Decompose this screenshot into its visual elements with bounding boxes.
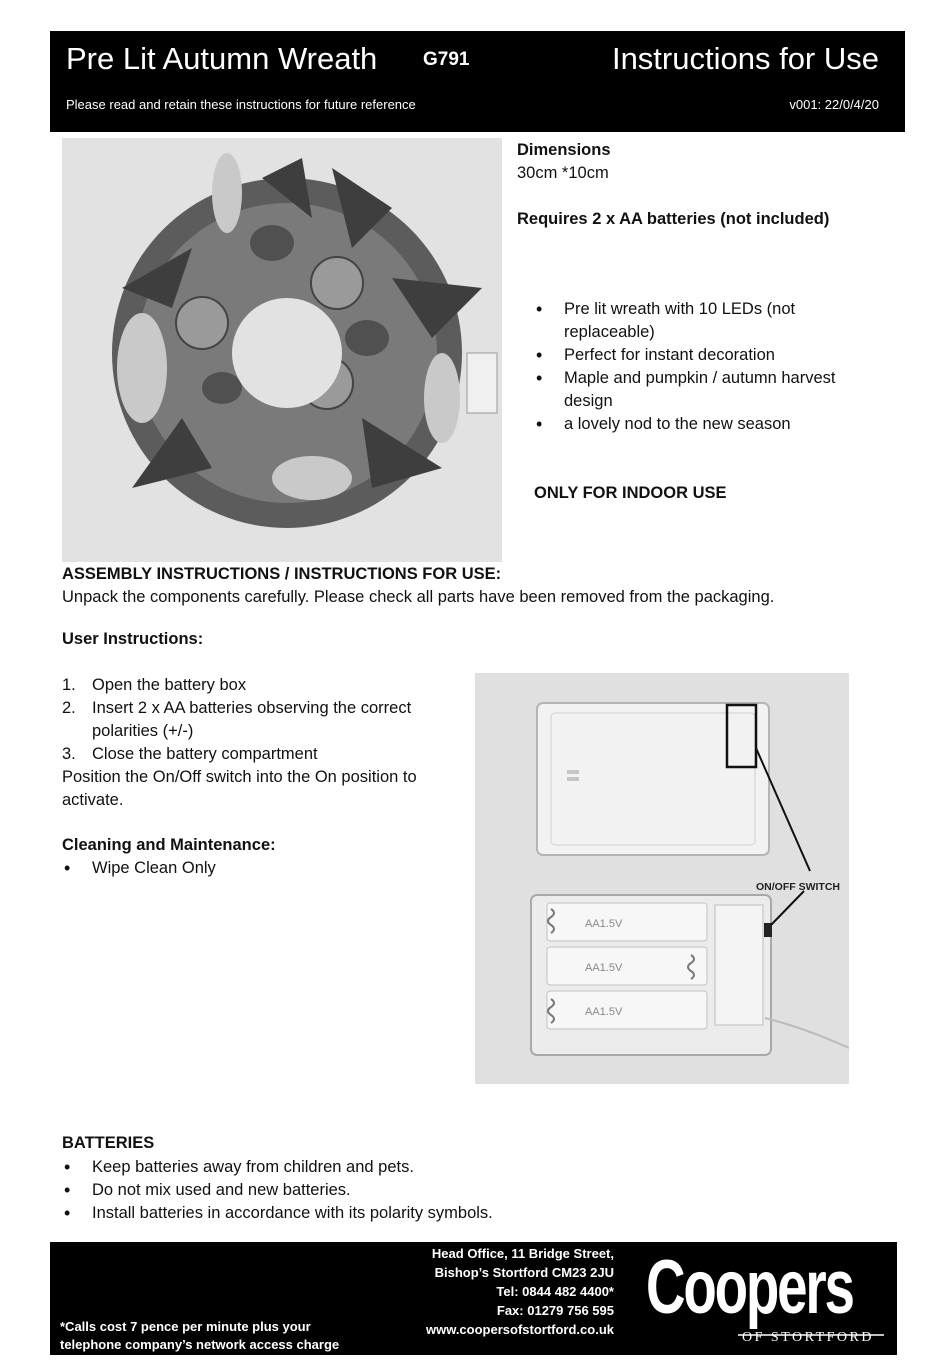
logo-wordmark: Coopers (646, 1245, 853, 1330)
coopers-logo (644, 1245, 884, 1350)
phone-number: Tel: 0844 482 4400* (496, 1284, 614, 1299)
indoor-use-note: ONLY FOR INDOOR USE (534, 484, 727, 502)
assembly-heading: ASSEMBLY INSTRUCTIONS / INSTRUCTIONS FOR USE: (62, 565, 502, 583)
head-office-address (426, 1244, 614, 1339)
step-number: 1. (62, 676, 76, 694)
battery-box-illustration (475, 673, 849, 1084)
product-code: G791 (423, 49, 470, 70)
list-item: • Wipe Clean Only (62, 857, 216, 880)
switch-note: Position the On/Off switch into the On position to activate. (62, 768, 417, 809)
batteries-required: Requires 2 x AA batteries (not included) (517, 210, 830, 228)
list-item: • Do not mix used and new batteries. (62, 1179, 493, 1202)
step-text: Insert 2 x AA batteries observing the correct polarities (+/-) (92, 699, 412, 740)
cleaning-list (62, 857, 216, 880)
list-item: • Keep batteries away from children and pets. (62, 1156, 493, 1179)
version-label: v001: 22/0/4/20 (789, 97, 879, 112)
fax-number: Fax: 01279 756 595 (496, 1303, 614, 1318)
list-item: • a lovely nod to the new season (534, 413, 864, 436)
list-item: • Install batteries in accordance with its polarity symbols. (62, 1202, 493, 1225)
batteries-heading: BATTERIES (62, 1134, 155, 1152)
footer-bar (50, 1242, 897, 1355)
address-line: Bishop’s Stortford CM23 2JU (434, 1265, 614, 1280)
step-text: Close the battery compartment (92, 745, 318, 763)
step-text: Open the battery box (92, 676, 247, 694)
assembly-text: Unpack the components carefully. Please check all parts have been removed from the packaging. (62, 588, 775, 606)
user-instructions-heading: User Instructions: (62, 630, 204, 648)
wreath-photo (62, 138, 502, 562)
list-item: • Perfect for instant decoration (534, 344, 864, 367)
cell-label: AA1.5V (585, 1006, 623, 1018)
product-title: Pre Lit Autumn Wreath (66, 41, 378, 76)
call-cost-line: telephone company’s network access charge (60, 1337, 340, 1352)
switch-callout-label: ON/OFF SWITCH (756, 881, 840, 893)
logo-subtitle: OF STORTFORD (742, 1330, 874, 1345)
document-title: Instructions for Use (611, 41, 879, 76)
instruction-step (62, 743, 452, 766)
list-item: • Pre lit wreath with 10 LEDs (not replaceable) (534, 298, 864, 344)
header-bar (50, 31, 905, 132)
dimensions-value: 30cm *10cm (517, 164, 609, 182)
step-number: 2. (62, 699, 76, 717)
instruction-step (62, 697, 452, 743)
battery-warnings (62, 1156, 493, 1225)
call-cost-note (60, 1318, 339, 1354)
list-item: • Maple and pumpkin / autumn harvest design (534, 367, 864, 413)
website-link[interactable]: www.coopersofstortford.co.uk (425, 1322, 614, 1337)
dimensions-label: Dimensions (517, 141, 611, 159)
cell-label: AA1.5V (585, 918, 623, 930)
battery-box-photo (475, 673, 849, 1084)
feature-list (534, 298, 864, 436)
instruction-steps (62, 674, 452, 766)
retain-notice: Please read and retain these instructions for future reference (66, 97, 416, 112)
cleaning-heading: Cleaning and Maintenance: (62, 836, 276, 854)
step-number: 3. (62, 745, 76, 763)
address-line: Head Office, 11 Bridge Street, (431, 1246, 614, 1261)
instruction-step (62, 674, 452, 697)
wreath-illustration (62, 138, 502, 562)
call-cost-line: *Calls cost 7 pence per minute plus your (60, 1319, 311, 1334)
cell-label: AA1.5V (585, 962, 623, 974)
